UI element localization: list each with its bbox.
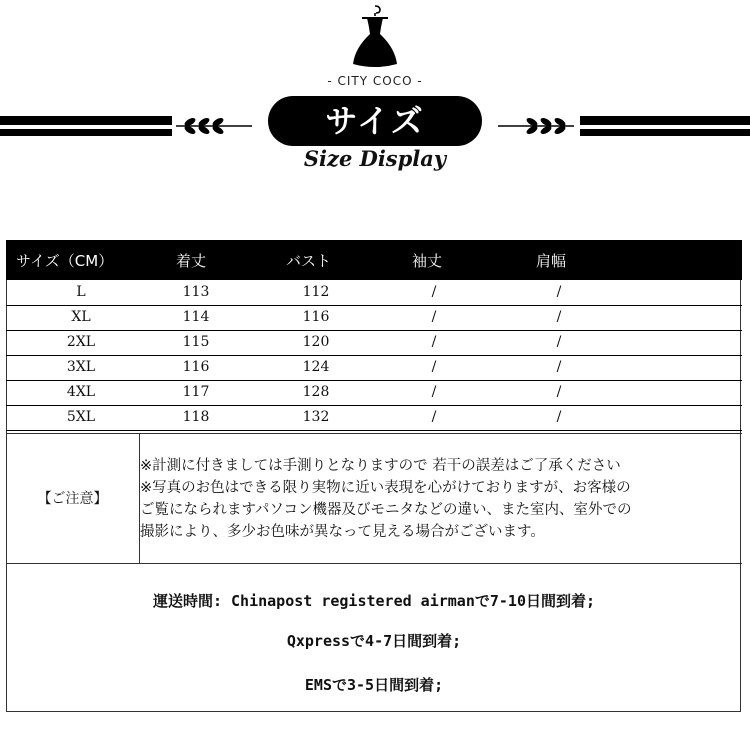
cell-length: 116: [182, 359, 210, 375]
shipping-line: Qxpressで4-7日間到着;: [286, 632, 462, 650]
cell-sleeve: /: [431, 284, 437, 300]
cell-shoulder: /: [556, 334, 562, 350]
table-row: [6, 405, 742, 431]
notice-line: ※計測に付きましては手測りとなりますので 若干の誤差はご了承ください: [140, 458, 621, 474]
col-bust: バスト: [286, 252, 332, 270]
cell-sleeve: /: [431, 359, 437, 375]
cell-length: 118: [182, 409, 210, 425]
cell-size: 2XL: [66, 334, 96, 350]
right-bar-bottom: [580, 129, 750, 136]
dress-icon: [350, 4, 400, 70]
cell-sleeve: /: [431, 334, 437, 350]
table-row: [6, 355, 742, 381]
col-length: 着丈: [176, 252, 207, 270]
notice-label: 【ご注意】: [6, 433, 140, 563]
left-bar-top: [0, 116, 172, 125]
cell-shoulder: /: [556, 384, 562, 400]
notice-line: 撮影により、多少お色味が異なって見える場合がございます。: [140, 524, 545, 540]
cell-sleeve: /: [431, 409, 437, 425]
cell-shoulder: /: [556, 284, 562, 300]
section-title: サイズ: [268, 96, 482, 146]
right-bar-top: [580, 116, 750, 125]
leaf-sprig-left-icon: [176, 114, 256, 138]
cell-shoulder: /: [556, 359, 562, 375]
cell-sleeve: /: [431, 309, 437, 325]
cell-bust: 124: [302, 359, 330, 375]
cell-bust: 120: [302, 334, 330, 350]
section-subtitle: Size Display: [303, 146, 447, 171]
cell-size: 4XL: [66, 384, 96, 400]
shipping-line: EMSで3-5日間到着;: [304, 676, 444, 694]
cell-sleeve: /: [431, 384, 437, 400]
col-shoulder: 肩幅: [536, 252, 567, 270]
col-size: サイズ（CM）: [16, 252, 114, 270]
cell-size: 3XL: [66, 359, 96, 375]
cell-size: 5XL: [66, 409, 96, 425]
cell-length: 114: [182, 309, 210, 325]
notice-line: ※写真のお色はできる限り実物に近い表現を心がけておりますが、お客様の: [140, 480, 631, 496]
table-row: [6, 380, 742, 406]
notice-line: ご覧になられますパソコン機器及びモニタなどの違い、また室内、室外での: [140, 502, 632, 518]
brand-name: - CITY COCO -: [327, 74, 423, 88]
notice-text: [140, 455, 740, 543]
cell-length: 117: [182, 384, 210, 400]
cell-bust: 116: [302, 309, 330, 325]
table-row: [6, 280, 742, 306]
cell-bust: 128: [302, 384, 330, 400]
cell-size: XL: [71, 309, 91, 325]
cell-shoulder: /: [556, 309, 562, 325]
cell-length: 115: [182, 334, 210, 350]
notice-separator-bottom: [6, 563, 742, 564]
cell-bust: 132: [302, 409, 330, 425]
cell-bust: 112: [302, 284, 330, 300]
cell-length: 113: [182, 284, 210, 300]
table-row: [6, 305, 742, 331]
left-bar-bottom: [0, 129, 172, 136]
table-row: [6, 330, 742, 356]
cell-shoulder: /: [556, 409, 562, 425]
cell-size: L: [76, 284, 86, 300]
size-table-header: [6, 240, 742, 280]
col-sleeve: 袖丈: [412, 252, 443, 270]
shipping-line: 運送時間: Chinapost registered airmanで7-10日間到着;: [152, 592, 596, 610]
leaf-sprig-right-icon: [494, 114, 574, 138]
